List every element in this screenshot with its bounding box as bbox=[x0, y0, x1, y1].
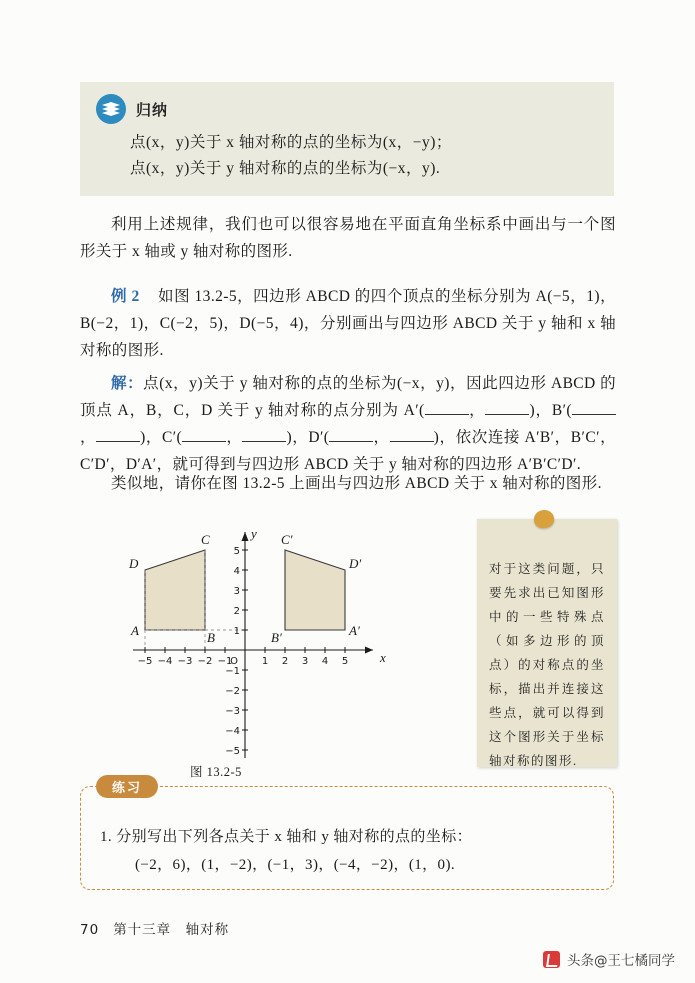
solution-text-5: )，C′( bbox=[140, 429, 183, 446]
toutiao-logo-icon bbox=[543, 951, 560, 968]
answer-blank-6[interactable] bbox=[242, 441, 286, 442]
summary-box bbox=[80, 82, 614, 196]
solution-text-4: ， bbox=[80, 429, 97, 446]
svg-text:3: 3 bbox=[233, 586, 240, 597]
solution-text-6: ， bbox=[226, 429, 243, 446]
exercise-item-1: 1. 分别写出下列各点关于 x 轴和 y 轴对称的点的坐标： bbox=[100, 829, 473, 845]
solution-block bbox=[80, 370, 616, 478]
svg-text:−3: −3 bbox=[225, 706, 240, 717]
chapter-title: 第十三章 轴对称 bbox=[113, 922, 230, 937]
exercise-item-1-values: (−2，6)，(1，−2)，(−1，3)，(−4，−2)，(1，0). bbox=[135, 857, 455, 873]
solution-text-1: 点(x，y)关于 y 轴对称的点的坐标为(−x，y)，因此四边形 ABCD 的顶点 A，B，C，D 关于 y 轴对称的点分别为 A′( bbox=[80, 375, 616, 419]
svg-text:B: B bbox=[207, 630, 215, 645]
paragraph-intro: 利用上述规律，我们也可以很容易地在平面直角坐标系中画出与一个图形关于 x 轴或 y 轴对称的图形. bbox=[80, 216, 616, 260]
svg-text:−3: −3 bbox=[177, 656, 193, 667]
svg-text:A: A bbox=[131, 623, 139, 638]
footer bbox=[80, 918, 229, 938]
answer-blank-8[interactable] bbox=[390, 441, 434, 442]
summary-line-2: 点(x，y)关于 y 轴对称的点的坐标为(−x，y). bbox=[130, 160, 441, 177]
summary-header bbox=[96, 94, 598, 124]
solution-label: 解： bbox=[111, 375, 144, 392]
svg-text:x: x bbox=[380, 650, 386, 665]
example-label: 例 2 bbox=[111, 288, 140, 305]
svg-text:B′: B′ bbox=[271, 630, 282, 645]
exercise-tab: 练习 bbox=[96, 775, 158, 798]
figure-caption: 图 13.2-5 bbox=[190, 765, 242, 779]
svg-text:4: 4 bbox=[233, 566, 240, 577]
example-block bbox=[80, 283, 616, 364]
watermark-text: 头条@王七橘同学 bbox=[567, 953, 675, 969]
svg-text:D: D bbox=[129, 556, 139, 571]
svg-text:−2: −2 bbox=[197, 656, 213, 667]
svg-text:3: 3 bbox=[301, 656, 309, 667]
svg-text:−4: −4 bbox=[157, 656, 173, 667]
svg-text:D′: D′ bbox=[349, 556, 362, 571]
summary-title: 归纳 bbox=[136, 100, 169, 119]
svg-text:A′: A′ bbox=[349, 623, 360, 638]
note-text: 对于这类问题，只要先求出已知图形中的一些特殊点（如多边形的顶点）的对称点的坐标，描出并连接这些点，就可以得到这个图形关于坐标轴对称的图形. bbox=[489, 562, 605, 768]
sticky-note bbox=[477, 519, 617, 767]
svg-text:5: 5 bbox=[233, 546, 240, 557]
svg-text:−5: −5 bbox=[225, 746, 240, 757]
svg-text:1: 1 bbox=[233, 626, 240, 637]
svg-text:−5: −5 bbox=[137, 656, 153, 667]
answer-blank-7[interactable] bbox=[329, 441, 373, 442]
svg-text:−1: −1 bbox=[217, 656, 233, 667]
svg-text:O: O bbox=[230, 656, 238, 667]
summary-line-1: 点(x，y)关于 x 轴对称的点的坐标为(x，−y)； bbox=[130, 134, 452, 151]
svg-text:4: 4 bbox=[321, 656, 329, 667]
coordinate-figure bbox=[95, 510, 425, 770]
svg-text:1: 1 bbox=[261, 656, 269, 667]
answer-blank-1[interactable] bbox=[425, 414, 469, 415]
watermark bbox=[543, 949, 675, 969]
answer-blank-5[interactable] bbox=[182, 441, 226, 442]
solution-text-9: )，依次连接 A′B′，B′C′，C′D′，D′A′，就可得到与四边形 ABCD 关于 y 轴对称的四边形 A′B′C′D′. bbox=[80, 429, 616, 473]
svg-text:y: y bbox=[251, 526, 257, 541]
svg-text:−2: −2 bbox=[225, 686, 240, 697]
solution-text-3: )，B′( bbox=[529, 402, 572, 419]
figure-svg bbox=[95, 510, 425, 760]
svg-text:C′: C′ bbox=[281, 532, 293, 547]
solution-text-7: )，D′( bbox=[286, 429, 330, 446]
svg-text:2: 2 bbox=[281, 656, 289, 667]
answer-blank-2[interactable] bbox=[485, 414, 529, 415]
example-text: 如图 13.2-5，四边形 ABCD 的四个顶点的坐标分别为 A(−5，1)，B(−2，1)，C(−2，5)，D(−5，4)，分别画出与四边形 ABCD 关于 y 轴和 x 轴对称的图形. bbox=[80, 288, 616, 359]
polygon-abcd bbox=[145, 550, 205, 630]
pin-icon bbox=[533, 509, 555, 530]
svg-text:C: C bbox=[201, 532, 210, 547]
answer-blank-4[interactable] bbox=[96, 441, 140, 442]
solution-text-2: ， bbox=[468, 402, 486, 419]
book-icon bbox=[96, 94, 126, 124]
page-number: 70 bbox=[80, 922, 100, 938]
paragraph-similarly: 类似地，请你在图 13.2-5 上画出与四边形 ABCD 关于 x 轴对称的图形. bbox=[111, 475, 602, 492]
polygon-a1b1c1d1 bbox=[285, 550, 345, 630]
svg-text:−4: −4 bbox=[225, 726, 240, 737]
svg-text:2: 2 bbox=[233, 606, 240, 617]
solution-text-8: ， bbox=[373, 429, 390, 446]
answer-blank-3[interactable] bbox=[572, 414, 616, 415]
svg-text:−1: −1 bbox=[225, 666, 240, 677]
svg-text:5: 5 bbox=[341, 656, 349, 667]
